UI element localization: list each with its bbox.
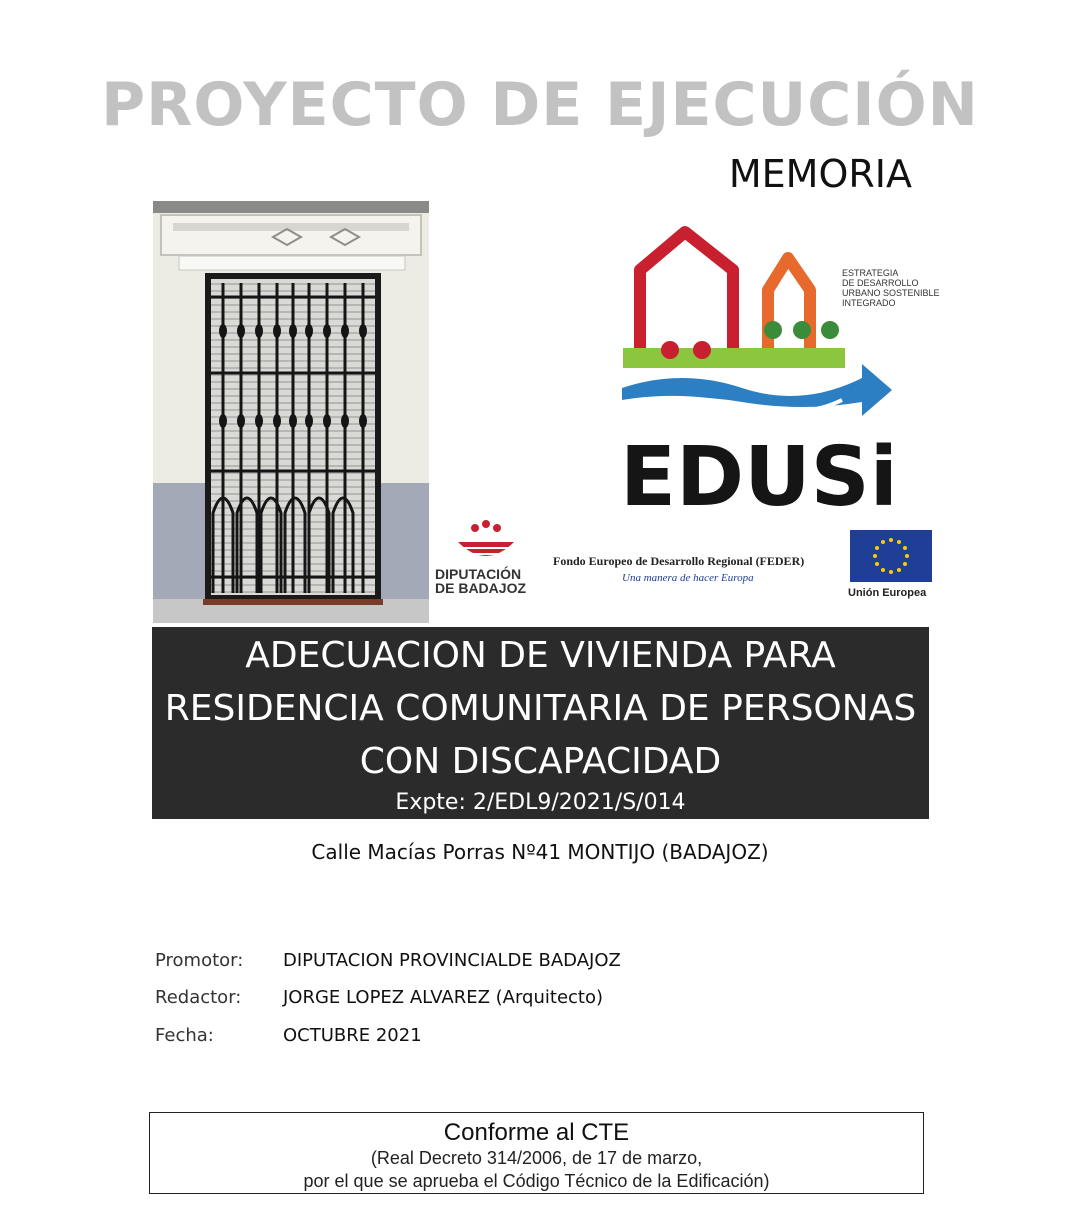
redactor-value: JORGE LOPEZ ALVAREZ (Arquitecto) (283, 987, 604, 1008)
edusi-caption-1: ESTRATEGIA (842, 268, 899, 278)
logos-area (430, 210, 940, 620)
cte-title: Conforme al CTE (443, 1119, 630, 1146)
edusi-caption-2: DE DESARROLLO (842, 278, 919, 288)
project-title-line2: RESIDENCIA COMUNITARIA DE PERSONAS (164, 688, 917, 729)
diputacion-line1: DIPUTACIÓN (435, 566, 522, 582)
project-address: Calle Macías Porras Nº41 MONTIJO (BADAJOZ) (311, 840, 769, 864)
project-title-band (152, 627, 929, 819)
promotor-label: Promotor: (155, 950, 244, 971)
project-title-line1: ADECUACION DE VIVIENDA PARA (245, 635, 836, 676)
diputacion-line2: DE BADAJOZ (435, 580, 527, 596)
redactor-label: Redactor: (155, 987, 242, 1008)
fecha-label: Fecha: (155, 1025, 214, 1046)
cte-line2: por el que se aprueba el Código Técnico de la Edificación) (303, 1171, 770, 1191)
cte-line1: (Real Decreto 314/2006, de 17 de marzo, (370, 1148, 703, 1168)
document-title: PROYECTO DE EJECUCIÓN (101, 70, 979, 140)
document-subtitle: MEMORIA (728, 152, 912, 196)
project-expte: Expte: 2/EDL9/2021/S/014 (395, 790, 686, 815)
edusi-caption-4: INTEGRADO (842, 298, 896, 308)
diputacion-emblem-icon (458, 520, 514, 556)
cte-compliance-box (149, 1112, 924, 1194)
edusi-wordmark: EDUSi (620, 430, 898, 525)
edusi-logo-icon (622, 232, 892, 416)
fecha-value: OCTUBRE 2021 (283, 1025, 422, 1046)
building-window-photo (153, 201, 429, 623)
project-title-line3: CON DISCAPACIDAD (359, 741, 722, 782)
edusi-caption-3: URBANO SOSTENIBLE (842, 288, 940, 298)
eu-label: Unión Europea (848, 587, 927, 599)
eu-flag-icon (850, 530, 932, 582)
promotor-value: DIPUTACION PROVINCIALDE BADAJOZ (283, 950, 621, 971)
feder-title: Fondo Europeo de Desarrollo Regional (FEDER) (553, 554, 805, 568)
feder-motto: Una manera de hacer Europa (622, 572, 754, 584)
